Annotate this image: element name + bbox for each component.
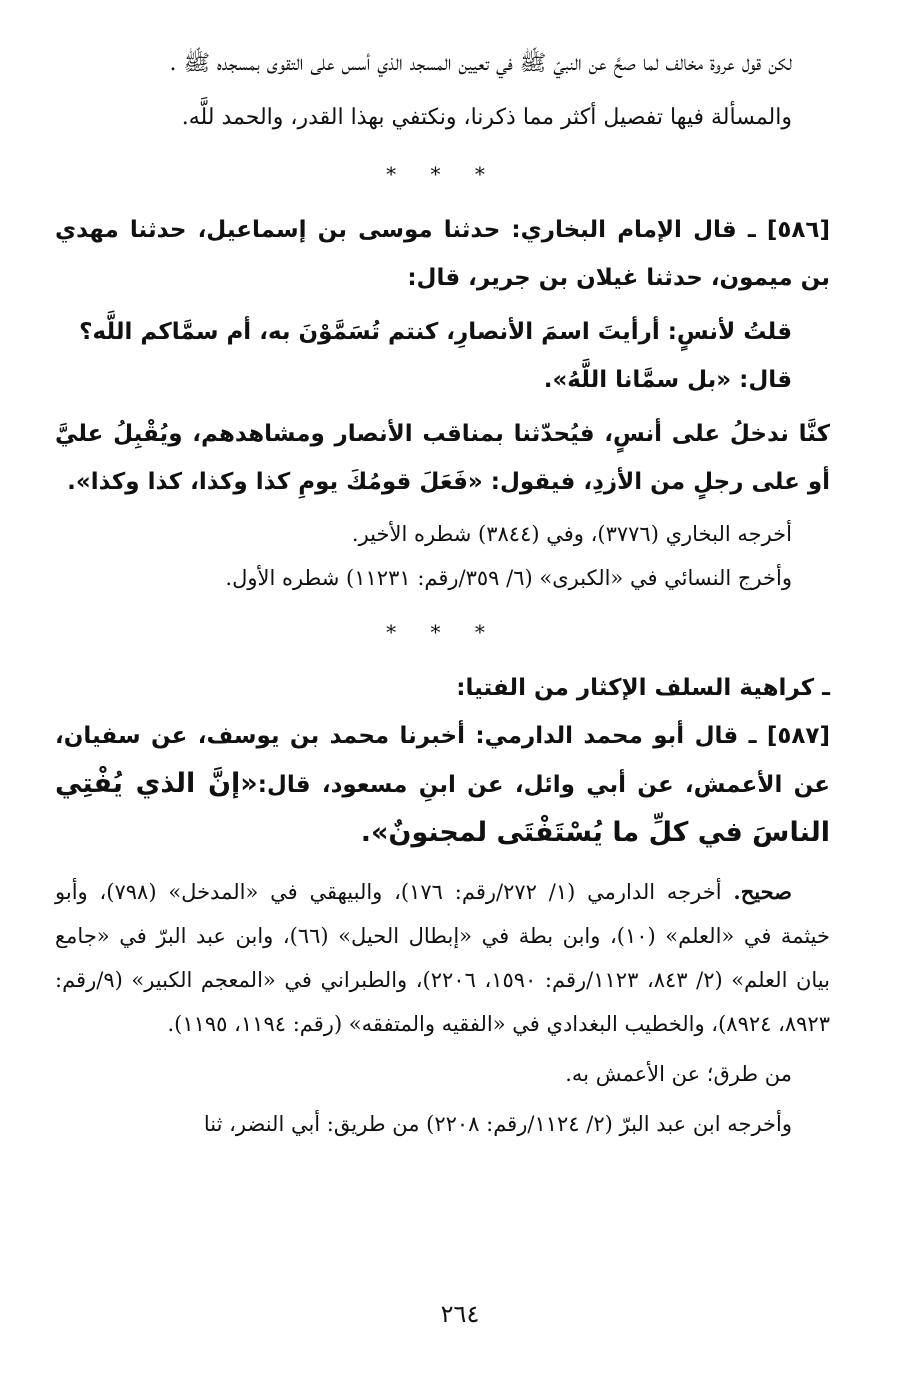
takhrij-bukhari: أخرجه البخاري (٣٧٧٦)، وفي (٣٨٤٤) شطره الأخير. <box>351 522 792 546</box>
hadith-587-matn: «إنَّ الذي يُفْتِي الناسَ في كلِّ ما يُسْتَفْتَى لمجنونٌ». <box>55 768 830 848</box>
hadith-586-heading: [٥٨٦] ـ قال الإمام البخاري: حدثنا موسى بن إسماعيل، حدثنا مهدي بن ميمون، حدثنا غيلان بن جرير، قال: <box>55 217 830 291</box>
paragraph-1: لكن قول عروة مخالف لما صحَّ عن النبيّ ﷺ في تعيين المسجد الذي أسس على التقوى بمسجده ﷺ . <box>169 51 792 76</box>
takhrij-ibn-abd-al-barr: وأخرجه ابن عبد البرّ (٢/ ١١٢٤/رقم: ٢٢٠٨) من طريق: أبي النضر، ثنا <box>203 1112 792 1136</box>
takhrij-darimi-text: أخرجه الدارمي (١/ ٢٧٢/رقم: ١٧٦)، والبيهقي في «المدخل» (٧٩٨)، وأبو خيثمة في «العلم» (١٠)، وابن بطة في «إبطال الحيل» (٦٦)، وابن عبد البرّ في «جامع بيان العلم» (٢/ ٨٤٣، ١١٢٣/رقم: ١٥٩٠، ٢٢٠٦)، والطبراني في «المعجم الكبير» (٩/رقم: ٨٩٢٣، ٨٩٢٤)، والخطيب البغدادي في «الفقيه والمتفقه» (رقم: ١١٩٤، ١١٩٥). <box>55 880 830 1036</box>
paragraph-2: والمسألة فيها تفصيل أكثر مما ذكرنا، ونكتفي بهذا القدر، والحمد للَّه. <box>181 105 792 130</box>
hadith-587-isnad: [٥٨٧] ـ قال أبو محمد الدارمي: أخبرنا محمد بن يوسف، عن سفيان، عن الأعمش، عن أبي وائل، عن ابنِ مسعود، قال: <box>55 723 830 798</box>
hadith-586-answer: قال: «بل سمَّانا اللَّهُ». <box>543 367 792 393</box>
takhrij-nasai: وأخرج النسائي في «الكبرى» (٦/ ٣٥٩/رقم: ١١٢٣١) شطره الأول. <box>225 566 792 590</box>
section-separator: * * * <box>386 620 499 644</box>
takhrij-darimi <box>55 870 830 1046</box>
spacer <box>55 858 830 870</box>
section-heading: ـ كراهية السلف الإكثار من الفتيا: <box>456 675 830 701</box>
hadith-586-narration: كنَّا ندخلُ على أنسٍ، فيُحدّثنا بمناقب الأنصار ومشاهدهم، ويُقْبِلُ عليَّ أو على رجلٍ من الأزدِ، فيقول: «فَعَلَ قومُكَ يومِ كذا وكذا، كذا وكذا». <box>55 421 830 495</box>
hadith-586-question: قلتُ لأنسٍ: أرأيتَ اسمَ الأنصارِ، كنتم تُسَمَّوْنَ به، أم سمَّاكم اللَّه؟ <box>79 319 792 345</box>
section-separator: * * * <box>386 162 499 186</box>
page-body <box>55 40 830 1146</box>
hadith-587 <box>55 712 830 858</box>
page-number: ٢٦٤ <box>440 1300 480 1328</box>
grading-label: صحيح. <box>733 879 792 904</box>
takhrij-turuq: من طرق؛ عن الأعمش به. <box>565 1062 792 1086</box>
